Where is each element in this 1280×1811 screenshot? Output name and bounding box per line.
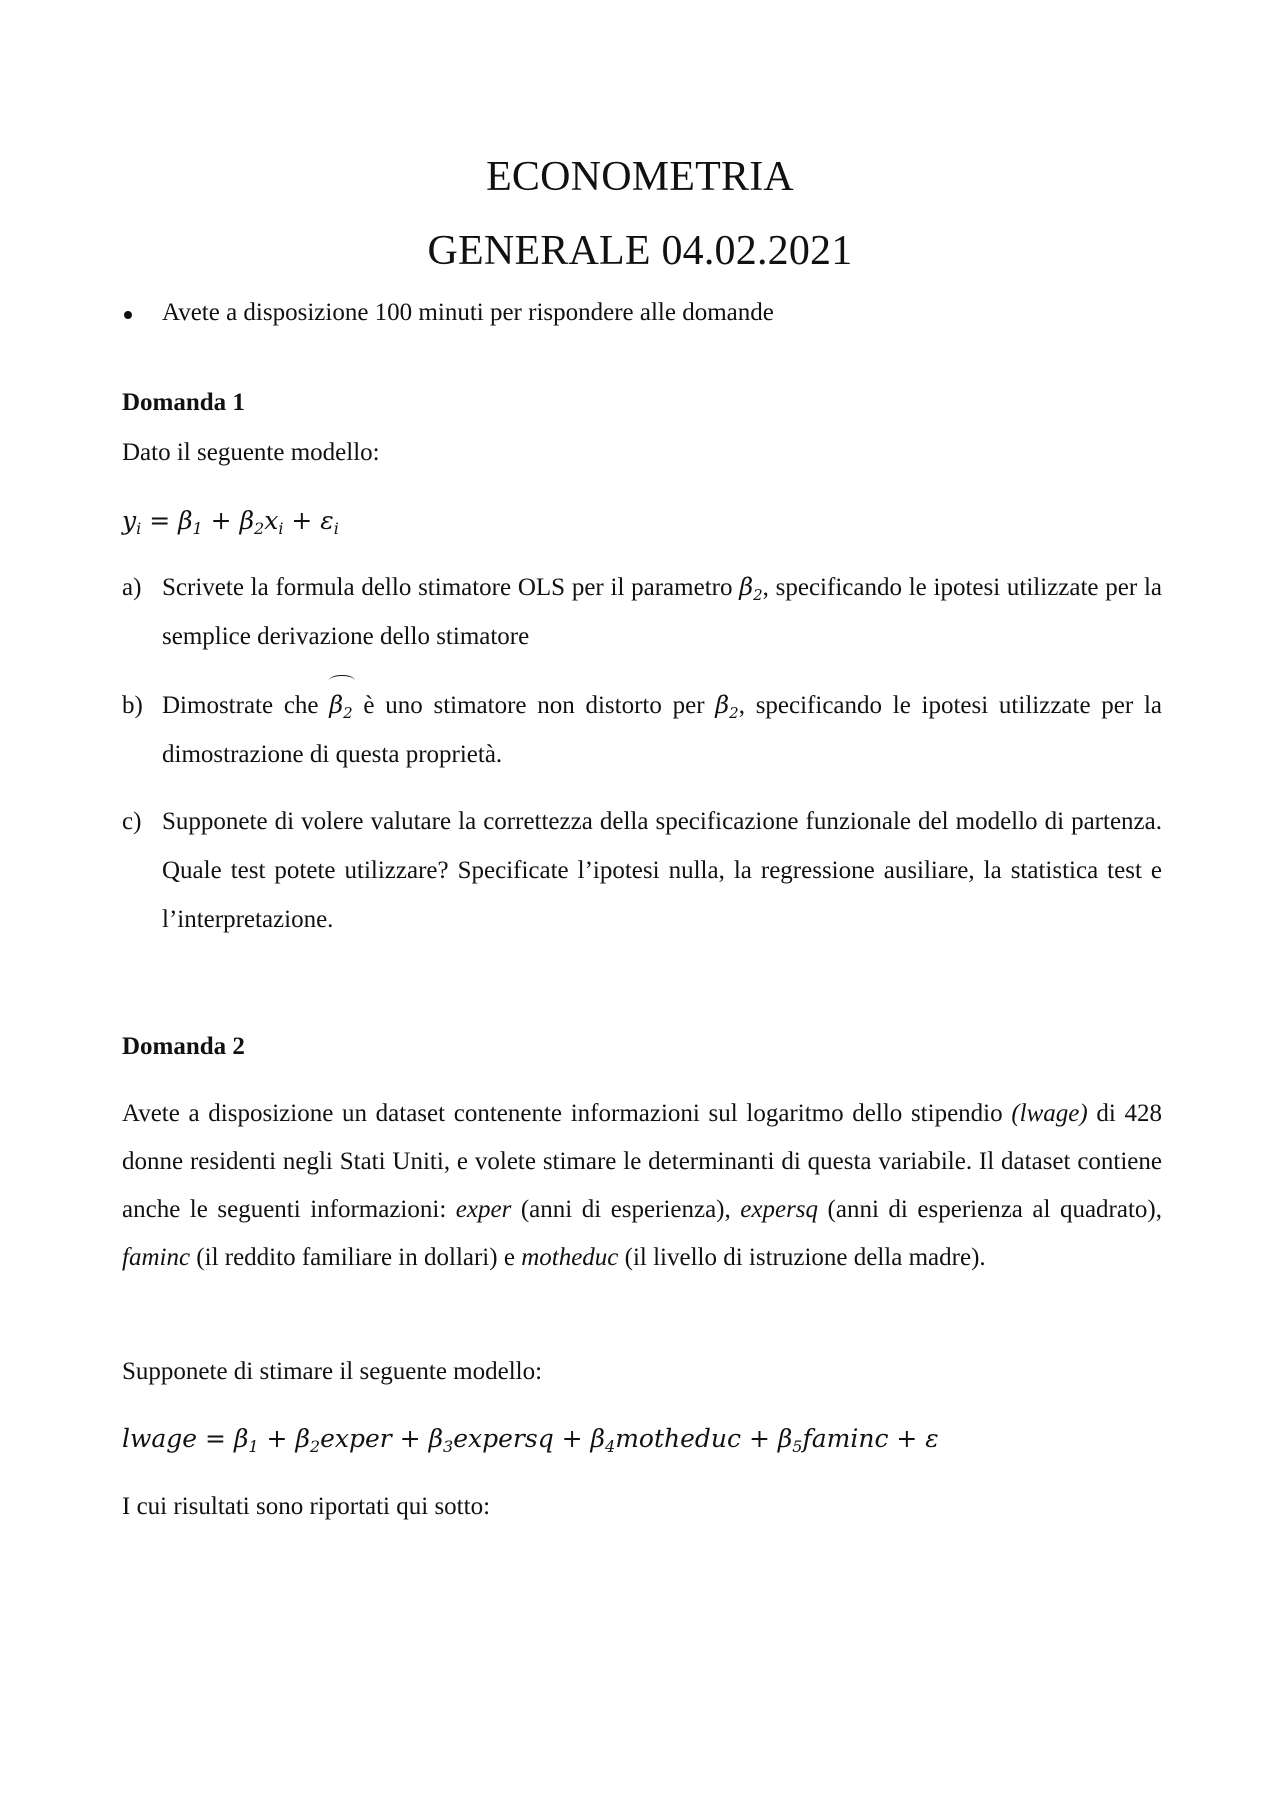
eq-op: + xyxy=(741,1424,778,1453)
math-sub: 2 xyxy=(343,704,353,722)
math-sub: 2 xyxy=(753,586,763,604)
var-lwage: (lwage) xyxy=(1011,1100,1088,1127)
instruction-text: Avete a disposizione 100 minuti per rispondere alle domande xyxy=(162,299,774,326)
item-body xyxy=(162,563,1162,661)
eq-sub: i xyxy=(333,519,339,538)
question-2-description xyxy=(122,1090,1162,1282)
eq-op: + xyxy=(391,1424,429,1453)
eq-sub: 5 xyxy=(792,1437,803,1456)
item-text: Scrivete la formula dello stimatore OLS per il parametro xyxy=(162,574,740,601)
eq-sub: 4 xyxy=(605,1437,616,1456)
eq-term: lwage xyxy=(122,1424,198,1453)
math-symbol: β xyxy=(715,691,730,719)
question-1-item-c xyxy=(122,797,1162,944)
desc-text: (anni di esperienza al quadrato), xyxy=(818,1196,1163,1223)
item-math xyxy=(739,573,763,604)
eq-op: = xyxy=(141,506,179,535)
bullet-icon xyxy=(124,311,132,319)
eq-op: + xyxy=(283,506,321,535)
item-text: Dimostrate che xyxy=(162,692,330,719)
var-motheduc: motheduc xyxy=(521,1244,619,1271)
desc-text: Avete a disposizione un dataset contenente informazioni sul logaritmo dello stipendio xyxy=(122,1100,1012,1127)
question-1-item-a xyxy=(122,563,1162,661)
question-2-heading: Domanda 2 xyxy=(122,1033,245,1060)
item-label: a) xyxy=(122,574,142,601)
math-symbol: β xyxy=(739,573,754,601)
desc-text: (anni di esperienza), xyxy=(511,1196,741,1223)
item-label: b) xyxy=(122,692,143,719)
eq-op: + xyxy=(258,1424,296,1453)
eq-term: faminc xyxy=(802,1424,889,1453)
eq-term: β xyxy=(590,1424,605,1453)
var-expersq: expersq xyxy=(740,1196,819,1223)
item-body xyxy=(162,681,1162,779)
eq-term: motheduc xyxy=(615,1424,741,1453)
question-1-heading: Domanda 1 xyxy=(122,389,245,416)
eq-sub: 3 xyxy=(443,1437,454,1456)
var-exper: exper xyxy=(455,1196,512,1223)
eq-op: + xyxy=(888,1424,926,1453)
question-1-intro: Dato il seguente modello: xyxy=(122,439,380,466)
item-label: c) xyxy=(122,808,142,835)
question-2-model-intro: Supponete di stimare il seguente modello: xyxy=(122,1358,543,1385)
question-1-item-b xyxy=(122,681,1162,779)
eq-term: exper xyxy=(320,1424,392,1453)
eq-term: ε xyxy=(925,1424,939,1453)
math-symbol: β xyxy=(329,691,344,719)
desc-text: (il livello di istruzione della madre). xyxy=(618,1244,986,1271)
beta-hat-estimator xyxy=(329,681,352,730)
eq-sub: 1 xyxy=(192,519,203,538)
item-text: , specificando le ipotesi utilizzate per la dimostrazione di questa proprietà. xyxy=(162,692,1162,768)
question-2-results-intro: I cui risultati sono riportati qui sotto: xyxy=(122,1493,491,1520)
eq-op: = xyxy=(197,1424,234,1453)
question-2-model-equation xyxy=(122,1422,939,1456)
question-1-model-equation xyxy=(122,504,339,538)
exam-subtitle-date: GENERALE 04.02.2021 xyxy=(427,228,853,274)
var-faminc: faminc xyxy=(122,1244,191,1271)
eq-term: x xyxy=(264,506,279,535)
eq-sub: i xyxy=(136,519,142,538)
eq-term: β xyxy=(239,506,255,535)
eq-sub: 2 xyxy=(309,1437,321,1456)
eq-term: β xyxy=(295,1424,310,1453)
exam-title: ECONOMETRIA xyxy=(486,154,794,200)
eq-term: β xyxy=(178,506,193,535)
eq-term: ε xyxy=(320,506,334,535)
eq-term: y xyxy=(122,506,137,535)
eq-term: β xyxy=(777,1424,793,1453)
eq-sub: 2 xyxy=(254,519,265,538)
item-text: è uno stimatore non distorto per xyxy=(352,692,716,719)
eq-op: + xyxy=(553,1424,591,1453)
desc-text: di 428 donne residenti negli Stati Uniti, e volete stimare le determinanti di questa variabile. Il dataset contiene anche le seguenti informazioni: xyxy=(122,1100,1163,1223)
eq-term: β xyxy=(233,1424,249,1453)
eq-term: expersq xyxy=(453,1424,554,1453)
item-body: Supponete di volere valutare la correttezza della specificazione funzionale del modello di partenza. Quale test potete utilizzare? Specificate l’ipotesi nulla, la regressione ausiliare, la statistica test e l’interpretazione. xyxy=(162,808,1162,933)
eq-op: + xyxy=(202,506,240,535)
eq-term: β xyxy=(428,1424,444,1453)
eq-sub: i xyxy=(278,519,284,538)
desc-text: (il reddito familiare in dollari) e xyxy=(190,1244,522,1271)
math-sub: 2 xyxy=(729,704,739,722)
item-math xyxy=(715,691,739,722)
item-text: , specificando le ipotesi utilizzate per la semplice derivazione dello stimatore xyxy=(162,574,1162,650)
eq-sub: 1 xyxy=(248,1437,259,1456)
